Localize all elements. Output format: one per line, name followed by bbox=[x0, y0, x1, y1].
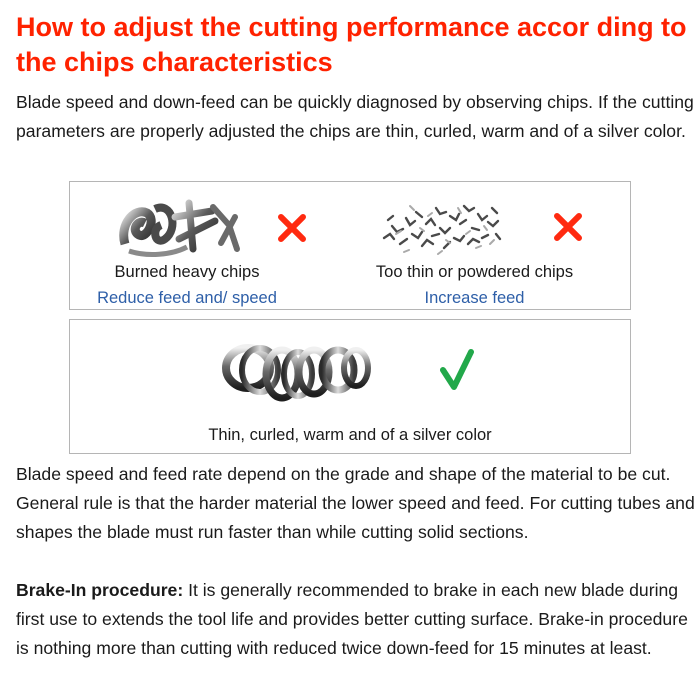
heavy-chips-advice: Reduce feed and/ speed bbox=[97, 289, 277, 307]
heavy-chips-label: Burned heavy chips bbox=[114, 263, 260, 281]
red-x-icon bbox=[277, 213, 307, 243]
brake-in-body: It is generally recommended to brake in each new blade during first use to extends the tool life and provides better cutting surface. Brake-in procedure is nothing more than cutting with reduced twice down-feed for 15 minutes at least. bbox=[16, 580, 688, 658]
intro-paragraph: Blade speed and down-feed can be quickly diagnosed by observing chips. If the cutting parameters are properly adjusted the chips are thin, curled, warm and of a silver color. bbox=[16, 92, 694, 141]
curled-chips-image bbox=[220, 334, 372, 404]
powdered-chips-label: Too thin or powdered chips bbox=[375, 263, 574, 281]
brake-in-heading: Brake-In procedure bbox=[16, 580, 178, 600]
powdered-chips-image bbox=[380, 198, 505, 260]
green-check-icon bbox=[440, 350, 474, 390]
bad-chips-panel bbox=[69, 181, 631, 310]
red-x-icon bbox=[553, 212, 583, 242]
good-chips-panel bbox=[69, 319, 631, 454]
curled-chips-label: Thin, curled, warm and of a silver color bbox=[208, 426, 492, 444]
brake-in-separator: : bbox=[177, 580, 184, 600]
speed-paragraph: Blade speed and feed rate depend on the grade and shape of the material to be cut. General rule is that the harder material the lower speed and feed. For cutting tubes and shapes the blade must run faster than while cutting solid sections. bbox=[16, 464, 695, 542]
brake-in-paragraph bbox=[16, 576, 696, 663]
heavy-chips-image bbox=[117, 199, 242, 259]
powdered-chips-advice: Increase feed bbox=[424, 289, 525, 307]
page-title: How to adjust the cutting performance accor ding to the chips characteristics bbox=[16, 12, 687, 77]
